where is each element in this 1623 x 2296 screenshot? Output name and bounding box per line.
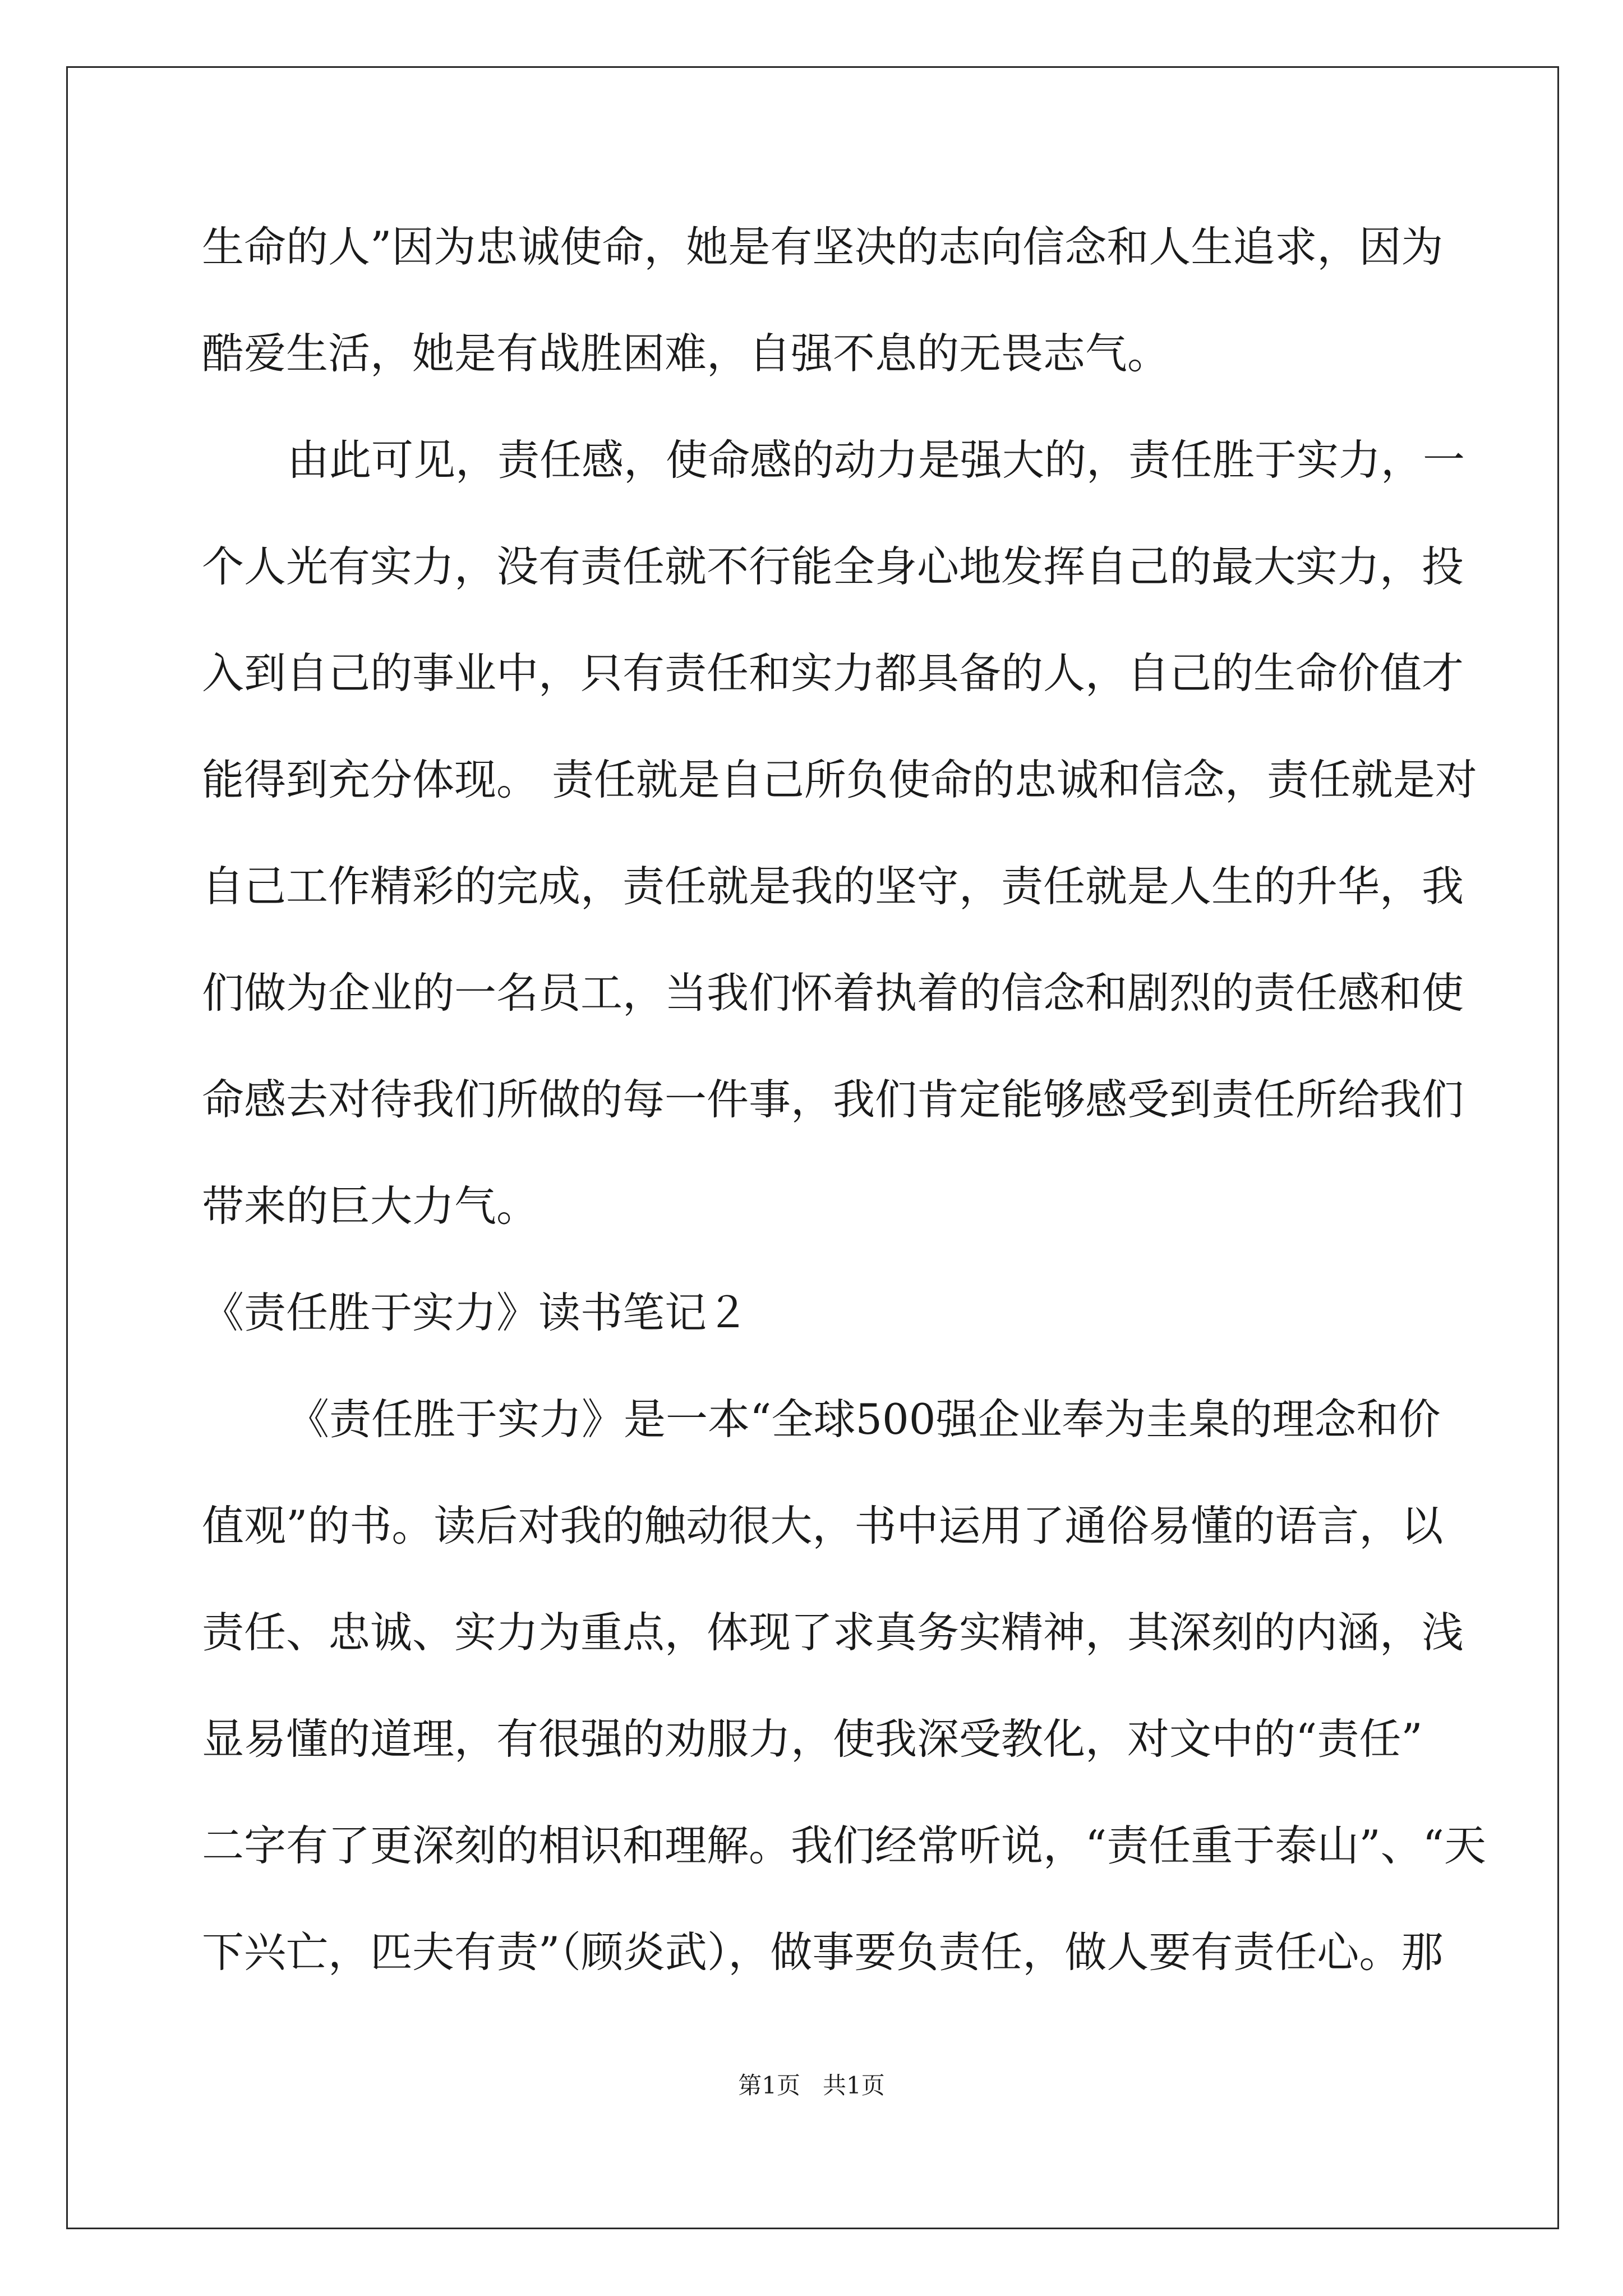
text-line: 显易懂的道理，有很强的劝服力，使我深受教化，对文中的“责任” xyxy=(202,1714,1423,1764)
text-line: 自己工作精彩的完成，责任就是我的坚守，责任就是人生的升华，我 xyxy=(202,862,1464,911)
text-line: 生命的人”因为忠诚使命，她是有坚决的志向信念和人生追求，因为 xyxy=(202,222,1444,272)
section-heading: 《责任胜于实力》读书笔记２ xyxy=(202,1288,749,1337)
page-footer: 第1页 共1页 xyxy=(738,2072,885,2099)
text-line: 下兴亡，匹夫有责”（顾炎武），做事要负责任，做人要有责任心。那 xyxy=(202,1927,1444,1977)
text-line: 带来的巨大力气。 xyxy=(202,1181,539,1231)
text-line: 《责任胜于实力》是一本“全球500强企业奉为圭臬的理念和价 xyxy=(287,1395,1441,1444)
text-line: 入到自己的事业中，只有责任和实力都具备的人，自己的生命价值才 xyxy=(202,648,1464,698)
text-line: 责任、忠诚、实力为重点，体现了求真务实精神，其深刻的内涵，浅 xyxy=(202,1608,1464,1657)
text-line: 二字有了更深刻的相识和理解。我们经常听说，“责任重于泰山”、“天 xyxy=(202,1821,1487,1870)
text-line: 个人光有实力，没有责任就不行能全身心地发挥自己的最大实力，投 xyxy=(202,542,1464,591)
text-line: 酷爱生活，她是有战胜困难，自强不息的无畏志气。 xyxy=(202,329,1170,378)
text-line: 命感去对待我们所做的每一件事，我们肯定能够感受到责任所给我们 xyxy=(202,1075,1464,1124)
text-line: 由此可见，责任感，使命感的动力是强大的，责任胜于实力，一 xyxy=(287,435,1465,485)
text-line: 值观”的书。读后对我的触动很大，书中运用了通俗易懂的语言，以 xyxy=(202,1501,1444,1550)
page-border xyxy=(66,66,1559,2229)
text-line: 能得到充分体现。 责任就是自己所负使命的忠诚和信念，责任就是对 xyxy=(202,755,1477,804)
text-line: 们做为企业的一名员工，当我们怀着执着的信念和剧烈的责任感和使 xyxy=(202,968,1464,1018)
